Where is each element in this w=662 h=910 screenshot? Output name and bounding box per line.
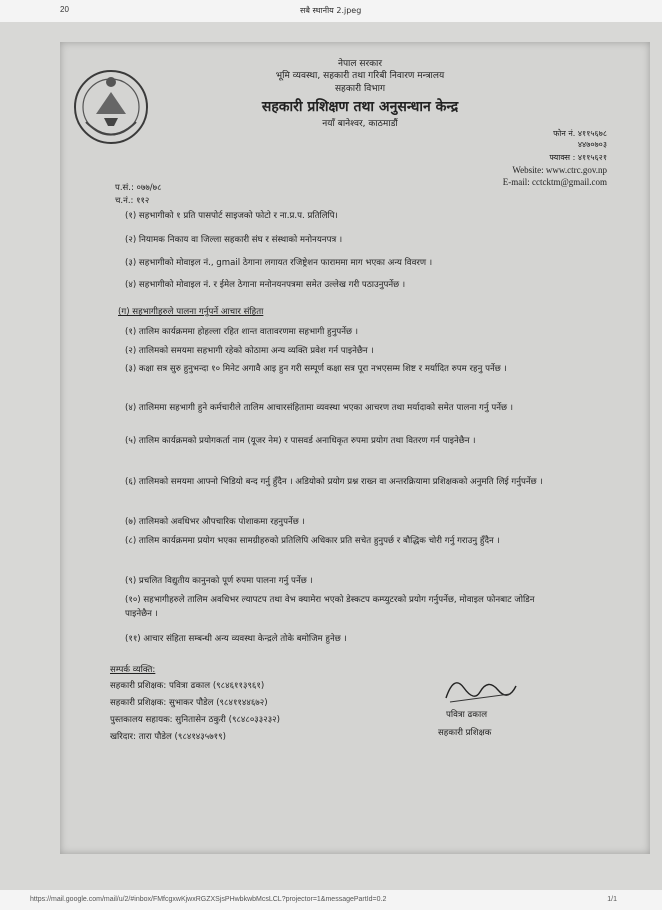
contact-phone-2: ४४७०७०३ [577,140,607,149]
signature-title: सहकारी प्रशिक्षक [438,728,492,738]
rule-item: (११) आचार संहिता सम्बन्धी अन्य व्यवस्था केन्द्रले तोके बमोजिम हुनेछ । [125,634,347,644]
print-header [0,0,662,22]
contact-line: पुस्तकालय सहायक: सुनितासेन ठकुरी (९८४८०३३२३२) [110,715,280,725]
contact-line: सहकारी प्रशिक्षक: पवित्रा ढकाल (९८४६११३९६१) [110,681,265,691]
rule-item: (८) तालिम कार्यक्रममा प्रयोग भएका सामग्रीहरुको प्रतिलिपि अधिकार प्रति सचेत हुनुपर्छ र बौद्धिक चोरी गर्नु गराउनु हुँदैन । [125,536,500,546]
rule-item: (३) कक्षा सत्र सुरु हुनुभन्दा १० मिनेट अगावै आइ हुन गरी सम्पूर्ण कक्षा सत्र पूरा नभएसम्म शिष्ट र मर्यादित रुपम रहनु पर्नेछ । [125,364,507,374]
file-name: सबै स्थानीय 2.jpeg [300,6,362,15]
header-title: सहकारी प्रशिक्षण तथा अनुसन्धान केन्द्र [261,99,459,115]
contact-line: खरिदार: तारा पौडेल (९८४१४३५७१९) [110,732,226,742]
page-number: 20 [60,5,69,14]
requirement-item: (४) सहभागीको मोवाइल नं. र ईमेल ठेगाना मनोनयनपत्रमा समेत उल्लेख गरी पठाउनुपर्नेछ । [125,280,406,290]
rule-item: (५) तालिम कार्यक्रमको प्रयोगकर्ता नाम (यूजर नेम) र पासवर्ड अनाधिकृत रुपमा प्रयोग तथा वितरण गर्न पाइनेछैन । [125,436,476,446]
print-footer [0,890,662,910]
rule-item: (१) तालिम कार्यक्रममा होहल्ला रहित शान्त वातावरणमा सहभागी हुनुपर्नेछ । [125,327,359,337]
page-count: 1/1 [607,896,617,903]
contact-phone: फोन नं. ४११५६७८ [553,129,607,138]
header-address: नयाँ बानेश्वर, काठमाडौं [322,119,398,129]
requirement-item: (२) नियामक निकाय वा जिल्ला सहकारी संघ र संस्थाको मनोनयनपत्र । [125,235,343,245]
rule-item: (४) तालिममा सहभागी हुने कर्मचारीले तालिम आचारसंहितामा व्यवस्था भएका आचरण तथा मर्यादाको समेत पालना गर्नु पर्नेछ । [125,403,514,413]
ref-ps: प.सं.: ०७७/७८ [115,183,162,193]
rule-item: (१०) सहभागीहरुले तालिम अवधिभर ल्यापटप तथा वेभ क्यामेरा भएको डेस्कटप कम्प्युटरको प्रयोग गर्नुपर्नेछ, मोवाइल फोनबाट जोडिन पाइनेछैन । [125,595,535,619]
requirement-item: (३) सहभागीको मोवाइल नं., gmail ठेगाना लगायत रजिष्ट्रेशन फाराममा माग भएका अन्य विवरण । [125,258,433,268]
signature-mark [440,670,520,708]
requirement-item: (१) सहभागीको १ प्रति पासपोर्ट साइजको फोटो र ना.प्र.प. प्रतिलिपि। [125,211,338,221]
contact-website: Website: www.ctrc.gov.np [512,165,607,175]
rule-item: (६) तालिमको समयमा आफ्नो भिडियो बन्द गर्नु हुँदैन । अडियोको प्रयोग प्रश्न राख्न वा अन्तरक्रियामा प्रशिक्षकको अनुमति लिई गर्नुपर्नेछ । [125,477,543,487]
signature-name: पवित्रा ढकाल [446,710,488,720]
section-title: (ग) सहभागीहरुले पालना गर्नुपर्ने आचार संहिता [118,307,264,317]
header-line-government: नेपाल सरकार [337,59,383,69]
rule-item: (७) तालिमको अवधिभर औपचारिक पोशाकमा रहनुपर्नेछ । [125,517,305,527]
header-line-department: सहकारी विभाग [334,84,386,94]
nepal-emblem-icon [66,62,156,150]
contact-line: सहकारी प्रशिक्षक: सुभाकर पौडेल (९८४११४४६७२) [110,698,268,708]
rule-item: (२) तालिमको समयमा सहभागी रहेको कोठामा अन्य व्यक्ति प्रवेश गर्न पाइनेछैन । [125,346,374,356]
print-url: https://mail.google.com/mail/u/2/#inbox/FMfcgxwKjwxRGZXSjsPHwbkwbMcsLCL?projector=1&messagePartId=0.2 [30,896,387,903]
contact-fax: फ्याक्स : ४११५६२१ [549,153,607,162]
contact-email: E-mail: cctcktm@gmail.com [502,177,607,187]
rule-item: (९) प्रचलित विद्युतीय कानुनको पूर्ण रुपमा पालना गर्नु पर्नेछ । [125,576,313,586]
ref-cn: च.नं.: ११२ [115,196,150,206]
header-line-ministry: भूमि व्यवस्था, सहकारी तथा गरिबी निवारण मन्त्रालय [275,71,445,81]
contacts-title: सम्पर्क व्यक्ति: [110,665,156,675]
